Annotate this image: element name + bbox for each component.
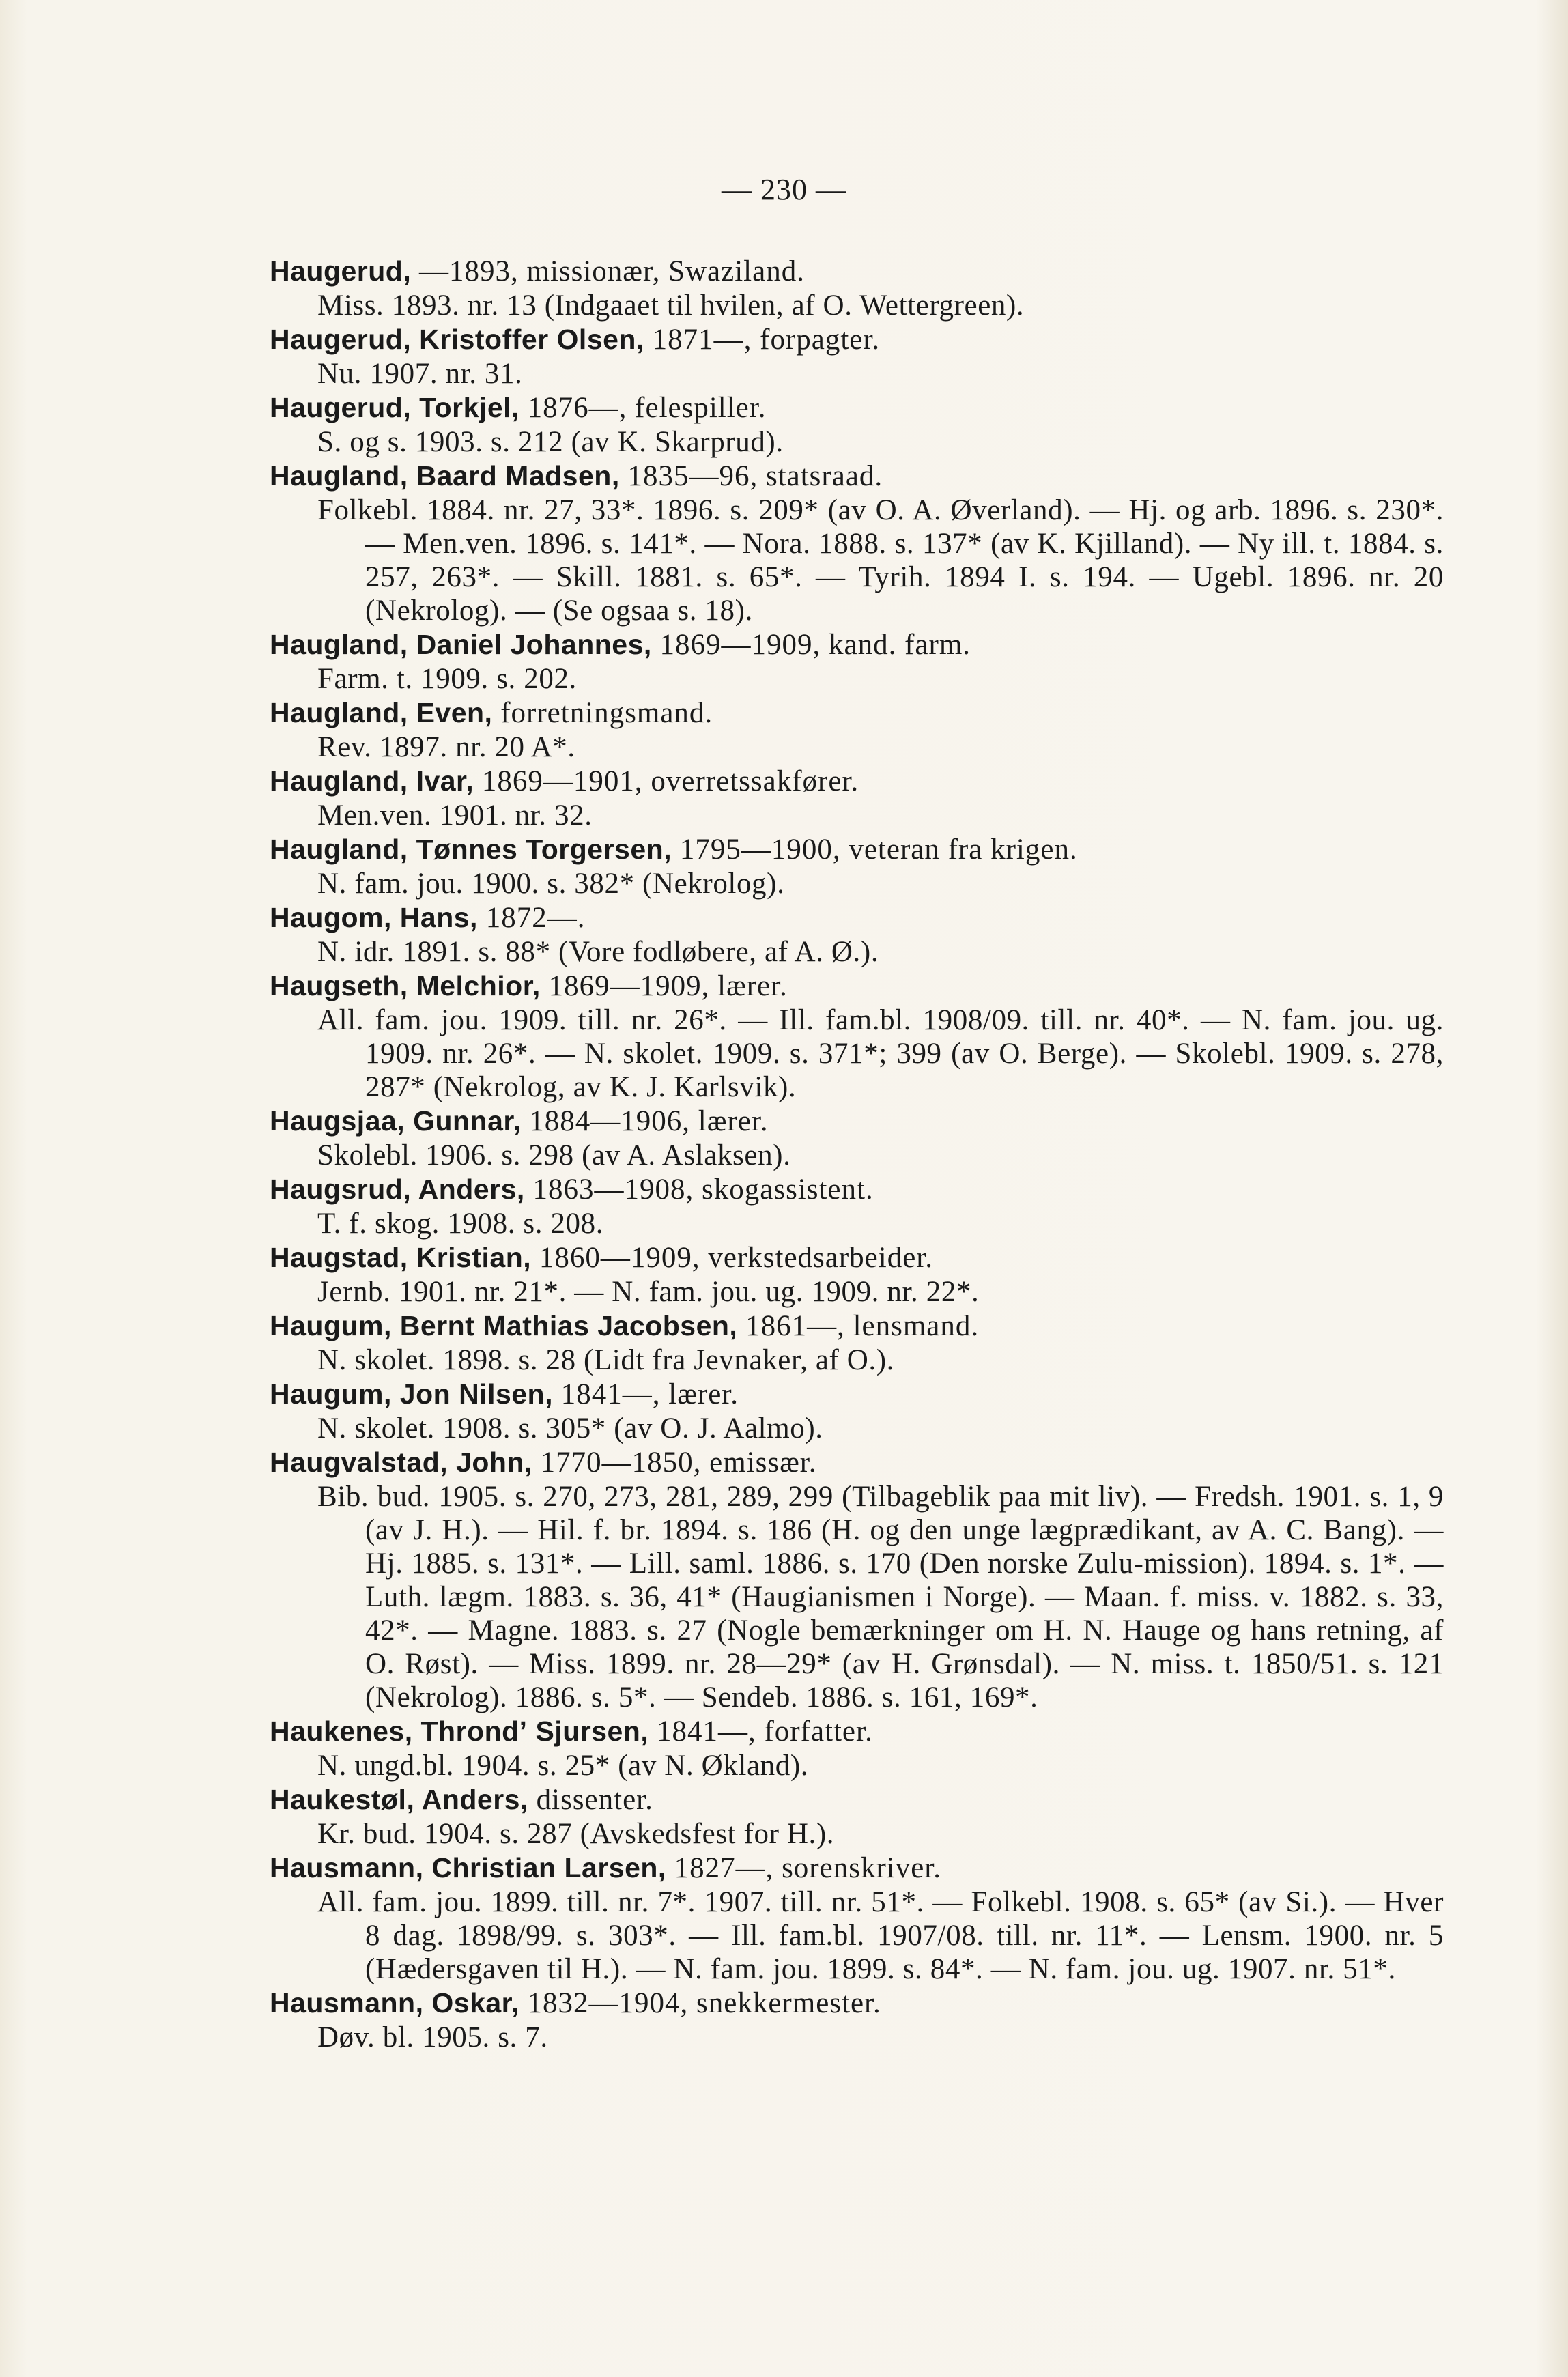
entry-references: S. og s. 1903. s. 212 (av K. Skarprud). [317, 426, 784, 458]
entry-description: 1770—1850, emissær. [532, 1447, 817, 1479]
entry-description: 1876—, felespiller. [519, 392, 767, 424]
entry-name: Haukestøl, Anders, [270, 1784, 528, 1815]
entry-name: Haugum, Jon Nilsen, [270, 1378, 553, 1410]
entry-name: Haugland, Even, [270, 697, 493, 728]
biography-entries [270, 254, 1444, 2054]
entry [270, 1172, 1444, 1240]
entry [270, 1714, 1444, 1782]
entry-name: Haugland, Daniel Johannes, [270, 629, 652, 660]
entry [270, 254, 1444, 322]
entry-description: 1832—1904, snekkermester. [519, 1987, 881, 2019]
entry-references: Rev. 1897. nr. 20 A*. [317, 731, 575, 763]
entry [270, 764, 1444, 832]
entry-name: Haugland, Tønnes Torgersen, [270, 834, 672, 865]
entry [270, 900, 1444, 969]
entry-description: 1861—, lensmand. [737, 1310, 980, 1342]
entry-references: All. fam. jou. 1909. till. nr. 26*. — Ill. fam.bl. 1908/09. till. nr. 40*. — N. fam. jou. ug. 1909. nr. 26*. — N. skolet. 1909. s. 371*; 399 (av O. Berge). — Skolebl. 1909. s. 278, 287* (Nekrolog, av K. J. Karlsvik). [317, 1004, 1444, 1103]
entry [270, 969, 1444, 1104]
entry-description: —1893, missionær, Swaziland. [411, 255, 805, 287]
entry-references: N. fam. jou. 1900. s. 382* (Nekrolog). [317, 868, 785, 900]
entry [270, 832, 1444, 900]
entry-name: Haugerud, Torkjel, [270, 392, 519, 423]
entry-name: Hausmann, Oskar, [270, 1987, 519, 2019]
entry [270, 696, 1444, 764]
entry-name: Hausmann, Christian Larsen, [270, 1852, 666, 1883]
entry [270, 1782, 1444, 1851]
entry-name: Haugum, Bernt Mathias Jacobsen, [270, 1310, 738, 1341]
entry [270, 1986, 1444, 2054]
entry-description: 1884—1906, lærer. [521, 1105, 769, 1137]
entry-description: 1863—1908, skogassistent. [524, 1173, 874, 1206]
entry-description: forretningsmand. [492, 697, 713, 729]
entry-description: 1869—1909, kand. farm. [651, 629, 971, 661]
entry-references: Skolebl. 1906. s. 298 (av A. Aslaksen). [317, 1139, 791, 1171]
entry-references: All. fam. jou. 1899. till. nr. 7*. 1907. till. nr. 51*. — Folkebl. 1908. s. 65* (av Si.). — Hver 8 dag. 1898/99. s. 303*. — Ill. fam.bl. 1907/08. till. nr. 11*. — Lensm. 1900. nr. 5 (Hædersgaven til H.). — N. fam. jou. 1899. s. 84*. — N. fam. jou. ug. 1907. nr. 51*. [317, 1886, 1444, 1985]
entry-references: N. ungd.bl. 1904. s. 25* (av N. Økland). [317, 1750, 809, 1782]
entry [270, 1851, 1444, 1986]
entry-description: 1835—96, statsraad. [619, 460, 883, 492]
entry-name: Haugvalstad, John, [270, 1447, 532, 1478]
entry-references: Nu. 1907. nr. 31. [317, 358, 523, 390]
entry-description: 1869—1909, lærer. [540, 970, 788, 1002]
entry-name: Haugsrud, Anders, [270, 1173, 525, 1205]
entry-references: T. f. skog. 1908. s. 208. [317, 1208, 604, 1240]
entry-references: N. idr. 1891. s. 88* (Vore fodløbere, af A. Ø.). [317, 936, 879, 968]
entry-description: 1871—, forpagter. [644, 324, 881, 356]
entry [270, 459, 1444, 627]
entry-name: Haugland, Baard Madsen, [270, 460, 620, 492]
entry [270, 390, 1444, 459]
entry-references: Folkebl. 1884. nr. 27, 33*. 1896. s. 209* (av O. A. Øverland). — Hj. og arb. 1896. s. 230*. — Men.ven. 1896. s. 141*. — Nora. 1888. s. 137* (av K. Kjilland). — Ny ill. t. 1884. s. 257, 263*. — Skill. 1881. s. 65*. — Tyrih. 1894 I. s. 194. — Ugebl. 1896. nr. 20 (Nekrolog). — (Se ogsaa s. 18). [317, 494, 1444, 627]
entry-name: Haukenes, Throndʼ Sjursen, [270, 1716, 649, 1747]
entry-references: Farm. t. 1909. s. 202. [317, 663, 577, 695]
entry-description: 1869—1901, overretssakfører. [474, 765, 859, 797]
entry [270, 1104, 1444, 1172]
entry-references: Døv. bl. 1905. s. 7. [317, 2021, 548, 2053]
entry-name: Haugland, Ivar, [270, 765, 474, 797]
page-number: — 230 — [722, 173, 846, 206]
entry-description: 1827—, sorenskriver. [666, 1852, 941, 1884]
entry-description: dissenter. [528, 1784, 653, 1816]
entry-description: 1841—, forfatter. [648, 1716, 873, 1748]
entry-references: N. skolet. 1908. s. 305* (av O. J. Aalmo). [317, 1412, 823, 1444]
entry-name: Haugseth, Melchior, [270, 970, 541, 1001]
entry-references: Jernb. 1901. nr. 21*. — N. fam. jou. ug. 1909. nr. 22*. [317, 1276, 980, 1308]
entry-description: 1795—1900, veteran fra krigen. [672, 834, 1078, 866]
entry-name: Haugerud, Kristoffer Olsen, [270, 324, 644, 355]
entry [270, 1377, 1444, 1445]
entry-name: Haugom, Hans, [270, 902, 478, 933]
entry-name: Haugstad, Kristian, [270, 1242, 532, 1273]
entry [270, 1240, 1444, 1309]
entry-description: 1872—. [477, 902, 586, 934]
entry [270, 1309, 1444, 1377]
entry-name: Haugerud, [270, 255, 412, 287]
entry [270, 1445, 1444, 1714]
entry-references: N. skolet. 1898. s. 28 (Lidt fra Jevnaker, af O.). [317, 1344, 895, 1376]
entry-references: Bib. bud. 1905. s. 270, 273, 281, 289, 299 (Tilbageblik paa mit liv). — Fredsh. 1901. s. 1, 9 (av J. H.). — Hil. f. br. 1894. s. 186 (H. og den unge lægprædikant, av A. C. Bang). — Hj. 1885. s. 131*. — Lill. saml. 1886. s. 170 (Den norske Zulu-mission). 1894. s. 1*. — Luth. lægm. 1883. s. 36, 41* (Haugianismen i Norge). — Maan. f. miss. v. 1882. s. 33, 42*. — Magne. 1883. s. 27 (Nogle bemærkninger om H. N. Hauge og hans retning, af O. Røst). — Miss. 1899. nr. 28—29* (av H. Grønsdal). — N. miss. t. 1850/51. s. 121 (Nekrolog). 1886. s. 5*. — Sendeb. 1886. s. 161, 169*. [317, 1481, 1444, 1713]
entry [270, 322, 1444, 390]
entry [270, 627, 1444, 696]
entry-references: Kr. bud. 1904. s. 287 (Avskedsfest for H.). [317, 1818, 835, 1850]
entry-description: 1860—1909, verkstedsarbeider. [531, 1242, 933, 1274]
entry-description: 1841—, lærer. [553, 1378, 739, 1410]
entry-name: Haugsjaa, Gunnar, [270, 1105, 522, 1137]
entry-references: Men.ven. 1901. nr. 32. [317, 799, 593, 831]
entry-references: Miss. 1893. nr. 13 (Indgaaet til hvilen, af O. Wettergreen). [317, 289, 1025, 322]
